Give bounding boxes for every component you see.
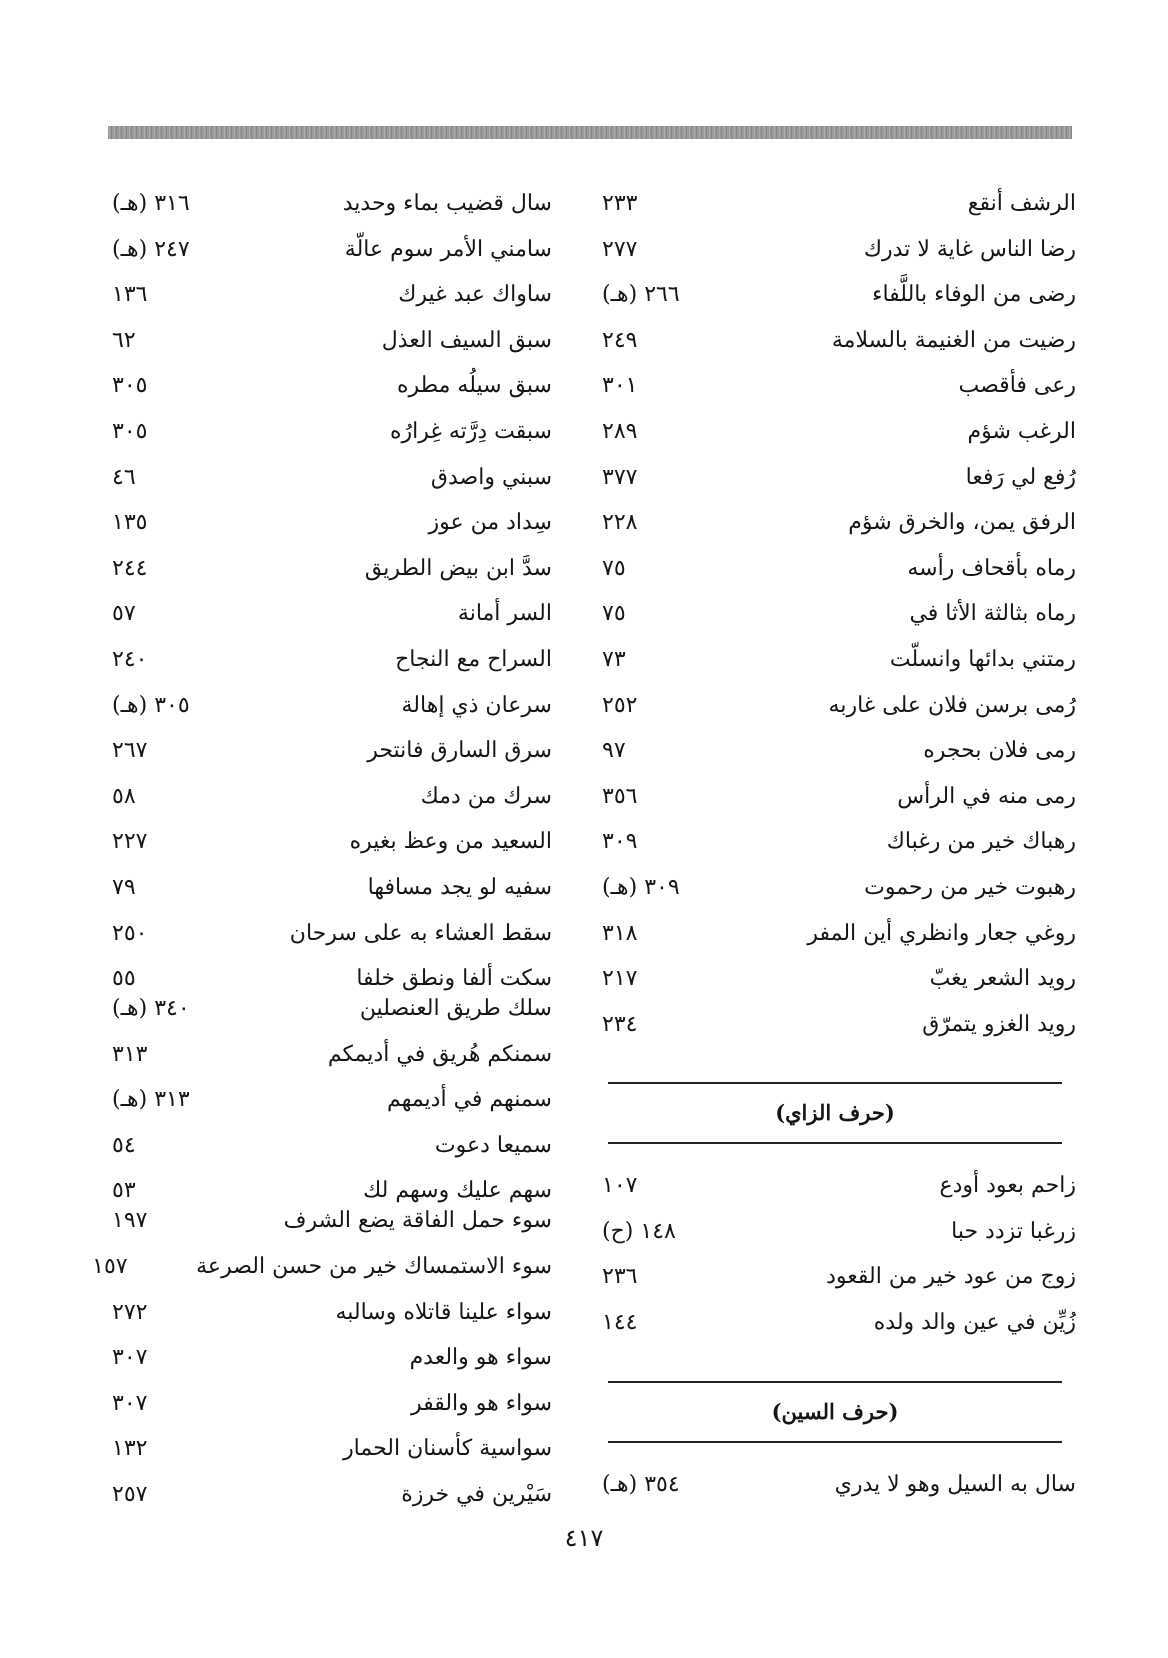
page-reference: ٣٠١ xyxy=(602,373,638,399)
page-reference: ٢٦٦ (هـ) xyxy=(602,282,680,308)
proverb-text: السراح مع النجاح xyxy=(395,646,552,672)
proverb-text: الرغب شؤم xyxy=(967,418,1076,444)
page-reference: ٥٨ xyxy=(112,783,136,809)
index-entry xyxy=(112,236,552,282)
proverb-text: سِداد من عوز xyxy=(428,510,552,536)
ra-entries xyxy=(598,190,1076,1056)
page-reference: ٥٥ xyxy=(112,966,136,992)
proverb-text: رماه بأقحاف رأسه xyxy=(907,555,1076,581)
sin-entries-continued xyxy=(92,190,552,1527)
index-entry xyxy=(598,737,1076,783)
index-entry xyxy=(598,646,1076,692)
proverb-text: سمنكم هُريق في أديمكم xyxy=(327,1041,552,1067)
page-reference: ١٣٥ xyxy=(112,510,148,536)
page-reference: ٣٠٧ xyxy=(112,1390,148,1416)
page-reference: ٢٧٧ xyxy=(602,236,638,262)
index-entry xyxy=(598,372,1076,418)
proverb-text: سبقت دِرَّته غِرارُه xyxy=(389,418,552,444)
index-entry xyxy=(112,965,552,995)
proverb-text: رويد الغزو يتمرّق xyxy=(922,1011,1076,1037)
proverb-text: سهم عليك وسهم لك xyxy=(363,1178,552,1204)
proverb-text: سبق السيف العذل xyxy=(381,327,552,353)
proverb-text: سرعان ذي إهالة xyxy=(401,692,552,718)
right-column xyxy=(598,190,1076,1516)
proverb-text: سَيْرين في خرزة xyxy=(401,1482,552,1508)
page-reference: ٧٣ xyxy=(602,646,626,672)
index-entry xyxy=(112,737,552,783)
page-reference: ٢٥٢ xyxy=(602,692,638,718)
index-entry xyxy=(112,509,552,555)
page-number: ٤١٧ xyxy=(564,1524,604,1552)
proverb-text: السر أمانة xyxy=(457,601,552,627)
proverb-text: سال قضيب بماء وحديد xyxy=(342,191,552,216)
proverb-text: سفيه لو يجد مسافها xyxy=(367,874,552,900)
proverb-text: زُيِّن في عين والد ولده xyxy=(873,1310,1076,1336)
proverb-text: روغي جعار وانظري أين المفر xyxy=(807,920,1076,946)
index-entry xyxy=(598,418,1076,464)
index-entry xyxy=(112,1435,552,1481)
index-entry xyxy=(598,600,1076,646)
page-reference: ٢٤٠ xyxy=(112,646,148,672)
index-entry xyxy=(598,327,1076,373)
page-reference: ٦٢ xyxy=(112,327,136,353)
proverb-text: سدَّ ابن بيض الطريق xyxy=(364,555,552,581)
proverb-text: سامني الأمر سوم عالّة xyxy=(344,236,552,262)
page-reference: ٢٥٠ xyxy=(112,920,148,946)
proverb-text: رمتني بدائها وانسلّت xyxy=(889,646,1076,672)
page-reference: ١٤٨ (ح) xyxy=(602,1218,676,1244)
index-entry xyxy=(112,828,552,874)
page-reference: ٣٧٧ xyxy=(602,464,638,490)
page-reference: ٢٤٩ xyxy=(602,327,638,353)
proverb-text: سوء حمل الفاقة يضع الشرف xyxy=(283,1208,552,1234)
index-entry xyxy=(598,1172,1076,1218)
index-entry xyxy=(112,1086,552,1132)
page-reference: ١٥٧ xyxy=(92,1254,128,1280)
proverb-text: سرق السارق فانتحر xyxy=(367,738,552,764)
index-entry xyxy=(598,965,1076,1011)
proverb-text: سواء هو والقفر xyxy=(410,1390,552,1416)
proverb-text: رويد الشعر يغبّ xyxy=(929,966,1076,992)
proverb-text: رهبوت خير من رحموت xyxy=(864,874,1076,900)
page-reference: ٢٤٤ xyxy=(112,555,148,581)
page-reference: ٣٠٥ xyxy=(112,418,148,444)
page-reference: ١٩٧ xyxy=(112,1208,148,1234)
left-column xyxy=(92,190,552,1527)
index-entry xyxy=(598,828,1076,874)
page-reference: ٢٢٧ xyxy=(112,829,148,855)
index-entry xyxy=(112,692,552,738)
proverb-text: رضا الناس غاية لا تدرك xyxy=(863,236,1076,262)
index-entry xyxy=(112,327,552,373)
proverb-text: سواء علينا قاتلاه وسالبه xyxy=(335,1299,552,1325)
proverb-text: زاحم بعود أودع xyxy=(939,1173,1076,1199)
index-entry xyxy=(598,509,1076,555)
index-entry xyxy=(598,874,1076,920)
index-entry xyxy=(112,1299,552,1345)
proverb-text: سميعا دعوت xyxy=(434,1132,552,1158)
index-entry xyxy=(598,281,1076,327)
index-entry xyxy=(112,783,552,829)
page-reference: ٣٥٤ (هـ) xyxy=(602,1471,680,1497)
page-reference: ٢٨٩ xyxy=(602,418,638,444)
proverb-text: سكت ألفا ونطق خلفا xyxy=(356,966,552,992)
page-reference: ٢٢٨ xyxy=(602,510,638,536)
page-reference: ٥٤ xyxy=(112,1132,136,1158)
page-reference: ٢٥٧ xyxy=(112,1482,148,1508)
page-reference: ٣١٨ xyxy=(602,920,638,946)
page-reference: ٣٤٠ (هـ) xyxy=(112,996,190,1022)
proverb-text: الرشف أنقع xyxy=(967,191,1076,216)
index-entry xyxy=(112,1481,552,1527)
proverb-text: السعيد من وعظ بغيره xyxy=(349,829,552,855)
page-reference: ٣١٦ (هـ) xyxy=(112,191,190,216)
page-reference: ١٤٤ xyxy=(602,1310,638,1336)
proverb-text: سقط العشاء به على سرحان xyxy=(289,920,552,946)
index-entry xyxy=(112,372,552,418)
index-entry xyxy=(112,1390,552,1436)
index-entry xyxy=(598,190,1076,236)
index-entry xyxy=(598,692,1076,738)
proverb-text: الرفق يمن، والخرق شؤم xyxy=(848,510,1076,536)
index-entry xyxy=(112,190,552,236)
index-entry xyxy=(92,1253,552,1299)
proverb-text: سمنهم في أديمهم xyxy=(387,1087,552,1113)
index-entry xyxy=(112,874,552,920)
proverb-text: رمى منه في الرأس xyxy=(897,783,1076,809)
index-entry xyxy=(112,281,552,327)
header-rule xyxy=(108,126,1072,139)
page-reference: ٢٣٣ xyxy=(602,191,638,216)
index-entry xyxy=(112,600,552,646)
page-reference: ٥٣ xyxy=(112,1178,136,1204)
index-entry xyxy=(598,1011,1076,1057)
proverb-text: سرك من دمك xyxy=(420,783,552,809)
proverb-text: سواسية كأسنان الحمار xyxy=(343,1436,552,1462)
index-entry xyxy=(598,1309,1076,1355)
proverb-text: رمى فلان بحجره xyxy=(923,738,1076,764)
page-reference: ١٣٢ xyxy=(112,1436,148,1462)
index-entry xyxy=(112,995,552,1041)
index-entry xyxy=(112,464,552,510)
sin-entries xyxy=(598,1471,1076,1517)
proverb-text: رماه بثالثة الأثا في xyxy=(909,601,1076,627)
page-reference: ١٠٧ xyxy=(602,1173,638,1199)
page-reference: ٣٥٦ xyxy=(602,783,638,809)
section-heading-sin: (حرف السين) xyxy=(608,1381,1062,1443)
index-entry xyxy=(112,646,552,692)
proverb-text: رُفع لي رَفعا xyxy=(965,464,1076,490)
page-reference: ٣٠٩ xyxy=(602,829,638,855)
index-entry xyxy=(598,920,1076,966)
page-reference: ٢٣٤ xyxy=(602,1011,638,1037)
page-reference: ٣٠٥ (هـ) xyxy=(112,692,190,718)
proverb-text: رُمى برسن فلان على غاربه xyxy=(828,692,1076,718)
page-reference: ٣١٣ xyxy=(112,1041,148,1067)
index-entry xyxy=(112,1207,552,1253)
index-entry xyxy=(598,1263,1076,1309)
proverb-text: سلك طريق العنصلين xyxy=(359,996,552,1022)
index-entry xyxy=(598,1218,1076,1264)
page-reference: ١٣٦ xyxy=(112,282,148,308)
proverb-text: رضيت من الغنيمة بالسلامة xyxy=(831,327,1076,353)
index-entry xyxy=(598,464,1076,510)
page-reference: ٣٠٧ xyxy=(112,1345,148,1371)
proverb-text: زوج من عود خير من القعود xyxy=(826,1264,1076,1290)
proverb-text: رضى من الوفاء باللَّفاء xyxy=(872,282,1076,308)
proverb-text: سواء هو والعدم xyxy=(409,1345,552,1371)
page-reference: ٧٩ xyxy=(112,874,136,900)
section-heading-zay: (حرف الزاي) xyxy=(608,1082,1062,1144)
index-entry xyxy=(598,1471,1076,1517)
proverb-text: رهباك خير من رغباك xyxy=(886,829,1076,855)
page-reference: ٩٧ xyxy=(602,738,626,764)
page-reference: ٢٤٧ (هـ) xyxy=(112,236,190,262)
index-entry xyxy=(112,1177,552,1207)
index-entry xyxy=(598,236,1076,282)
page-reference: ٢٧٢ xyxy=(112,1299,148,1325)
index-entry xyxy=(112,555,552,601)
page-reference: ٢١٧ xyxy=(602,966,638,992)
proverb-text: ساواك عبد غيرك xyxy=(398,282,552,308)
index-entry xyxy=(112,1041,552,1087)
page-reference: ٢٦٧ xyxy=(112,738,148,764)
page-reference: ٧٥ xyxy=(602,601,626,627)
page-reference: ٣٠٥ xyxy=(112,373,148,399)
index-entry xyxy=(112,1132,552,1178)
proverb-text: زرغبا تزدد حبا xyxy=(951,1218,1076,1244)
index-entry xyxy=(112,1344,552,1390)
page-reference: ٤٦ xyxy=(112,464,136,490)
proverb-text: رعى فأقصب xyxy=(958,373,1076,399)
zay-entries xyxy=(598,1172,1076,1354)
page-reference: ٧٥ xyxy=(602,555,626,581)
index-entry xyxy=(112,418,552,464)
proverb-text: سبق سيلُه مطره xyxy=(396,373,552,399)
page-reference: ٢٣٦ xyxy=(602,1264,638,1290)
page-reference: ٣٠٩ (هـ) xyxy=(602,874,680,900)
page-reference: ٣١٣ (هـ) xyxy=(112,1087,190,1113)
index-entry xyxy=(112,920,552,966)
index-entry xyxy=(598,783,1076,829)
proverb-text: سال به السيل وهو لا يدري xyxy=(834,1471,1076,1497)
proverb-text: سوء الاستمساك خير من حسن الصرعة xyxy=(196,1254,552,1280)
index-entry xyxy=(598,555,1076,601)
page-reference: ٥٧ xyxy=(112,601,136,627)
proverb-text: سبني واصدق xyxy=(430,464,552,490)
